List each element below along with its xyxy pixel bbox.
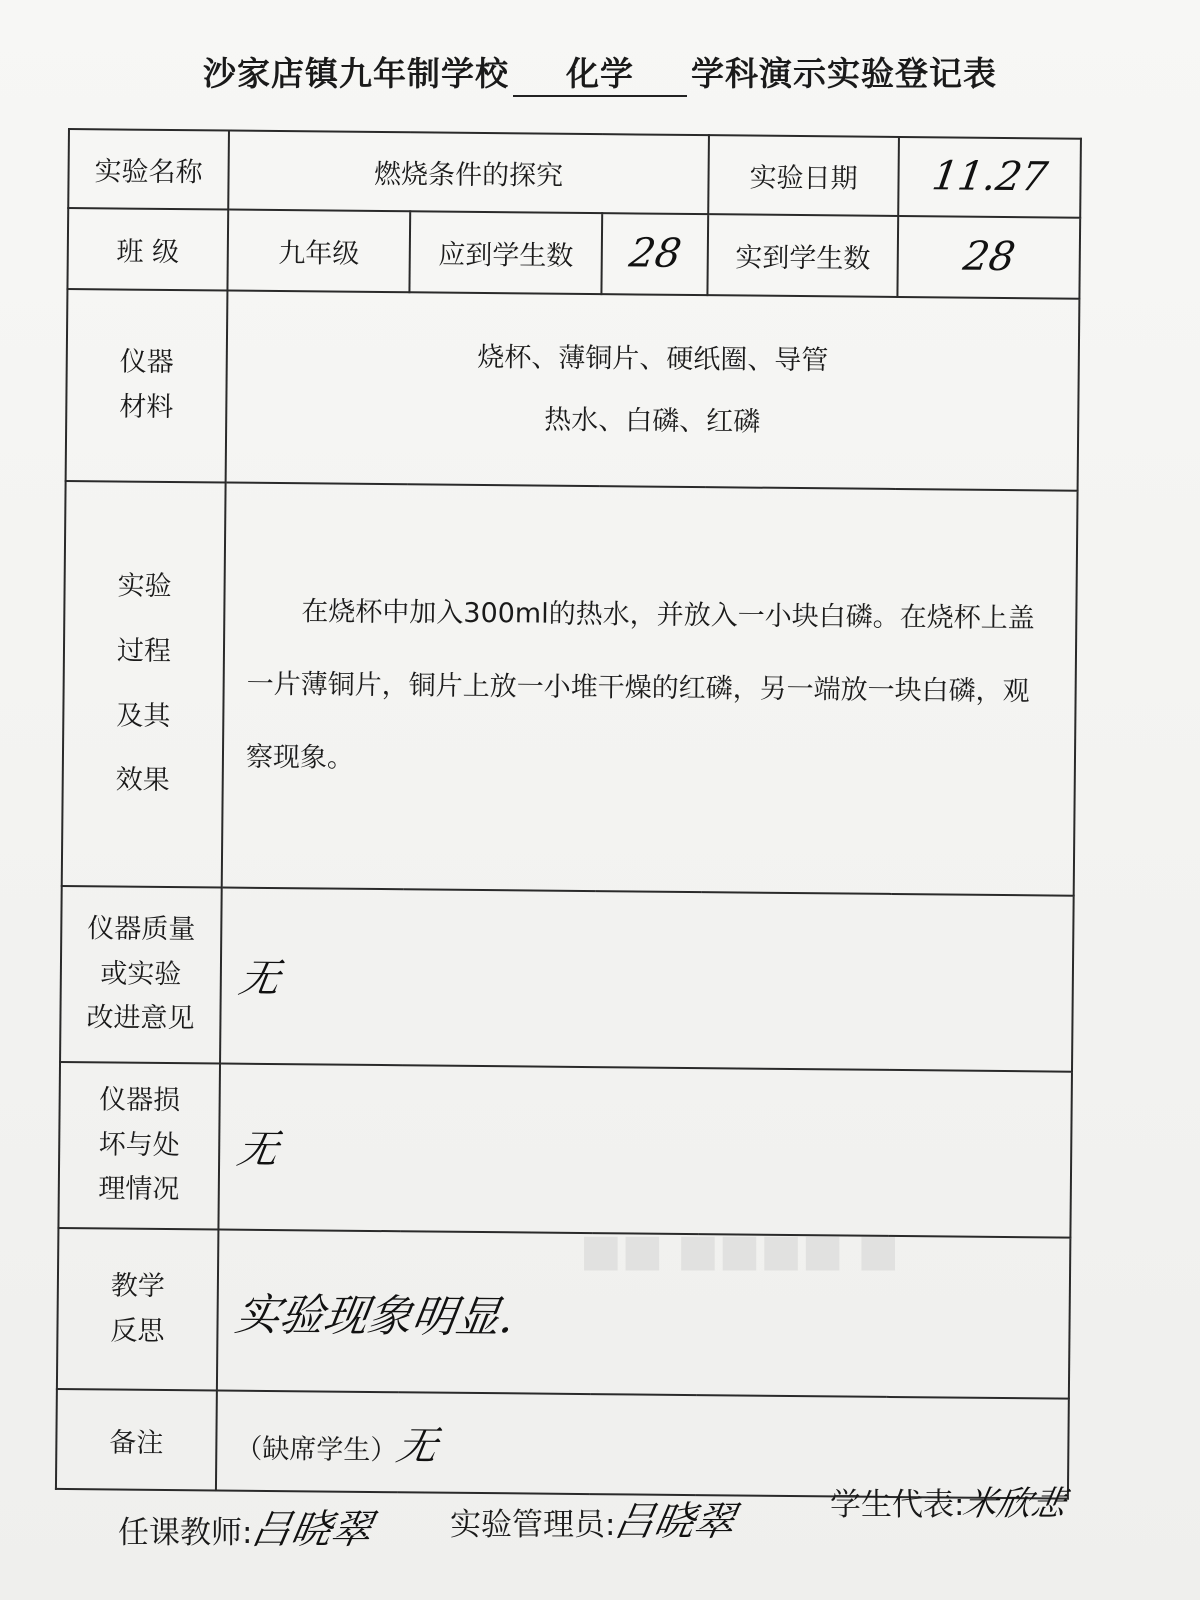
process-label-line1: 实验 <box>117 570 172 602</box>
damage-handwriting: 无 <box>234 1127 282 1174</box>
teacher-signature: 吕晓翠 <box>247 1507 376 1553</box>
process-label <box>62 481 226 887</box>
materials-label-line2: 材料 <box>119 391 174 424</box>
experiment-date-handwriting: 11.27 <box>928 153 1051 201</box>
row-experiment-name <box>68 129 1081 217</box>
expected-students-label: 应到学生数 <box>409 211 602 294</box>
student-label: 学生代表: <box>830 1487 965 1523</box>
process-label-line2: 过程 <box>116 635 172 667</box>
student-signature: 米欣悲 <box>960 1484 1070 1524</box>
experiment-name-value: 燃烧条件的探究 <box>228 131 709 214</box>
reflection-label <box>57 1228 219 1391</box>
remarks-prefix: （缺席学生） <box>235 1433 398 1466</box>
materials-value <box>226 290 1080 491</box>
teacher-label: 任课教师: <box>118 1515 253 1551</box>
experiment-date-value <box>898 137 1081 218</box>
title-suffix: 学科演示实验登记表 <box>691 54 997 93</box>
reflection-value <box>217 1229 1071 1399</box>
process-label-line3: 及其 <box>116 700 171 732</box>
materials-label-line1: 仪器 <box>119 346 174 379</box>
reflection-label-line2: 反思 <box>110 1315 165 1347</box>
remarks-handwriting: 无 <box>393 1422 441 1470</box>
damage-label-line1: 仪器损 <box>99 1084 181 1117</box>
row-class <box>67 208 1080 299</box>
signature-footer <box>110 1484 1150 1570</box>
reflection-handwriting: 实验现象明显. <box>232 1289 518 1343</box>
quality-value <box>220 887 1074 1071</box>
experiment-name-label: 实验名称 <box>68 129 229 209</box>
bleed-through-text: ■ ■■■■ ■■ <box>580 1225 899 1276</box>
quality-label-line2: 或实验 <box>100 957 182 990</box>
remarks-label: 备注 <box>56 1389 217 1490</box>
registration-form-table <box>55 128 1082 1500</box>
process-description: 在烧杯中加入300ml的热水，并放入一小块白磷。在烧杯上盖一片薄铜片，铜片上放一小堆干燥的红磷，另一端放一块白磷，观察现象。 <box>222 483 1078 895</box>
damage-label-line3: 理情况 <box>98 1173 180 1206</box>
materials-line1: 烧杯、薄铜片、硬纸圈、导管 <box>477 341 829 377</box>
materials-label <box>66 289 228 483</box>
admin-signature-field <box>450 1490 739 1547</box>
expected-students-value <box>601 213 708 295</box>
admin-signature: 吕晓翠 <box>610 1499 739 1545</box>
student-signature-field <box>830 1476 1070 1525</box>
teacher-signature-field <box>118 1498 376 1555</box>
row-reflection <box>57 1228 1071 1399</box>
title-school: 沙家店镇九年制学校 <box>203 54 509 93</box>
quality-label-line1: 仪器质量 <box>87 913 196 946</box>
actual-students-label: 实到学生数 <box>707 214 898 297</box>
class-label: 班 级 <box>67 208 228 290</box>
damage-label <box>58 1062 220 1229</box>
actual-students-value <box>897 216 1080 299</box>
row-quality <box>60 886 1074 1072</box>
reflection-label-line1: 教学 <box>110 1270 166 1303</box>
row-materials <box>66 289 1080 492</box>
row-process <box>62 481 1078 895</box>
expected-students-handwriting: 28 <box>625 230 684 278</box>
page-title <box>0 48 1200 97</box>
title-subject: 化学 <box>513 48 687 97</box>
experiment-date-label: 实验日期 <box>708 135 899 216</box>
damage-label-line2: 坏与处 <box>98 1128 180 1161</box>
materials-line2: 热水、白磷、红磷 <box>544 404 761 438</box>
admin-label: 实验管理员: <box>450 1507 616 1543</box>
process-label-line4: 效果 <box>115 764 170 797</box>
quality-handwriting: 无 <box>235 955 283 1003</box>
quality-label-line3: 改进意见 <box>86 1002 195 1035</box>
quality-label <box>60 886 222 1064</box>
damage-value <box>218 1063 1072 1237</box>
actual-students-handwriting: 28 <box>959 233 1018 281</box>
row-damage <box>58 1062 1072 1238</box>
class-value: 九年级 <box>227 209 410 292</box>
